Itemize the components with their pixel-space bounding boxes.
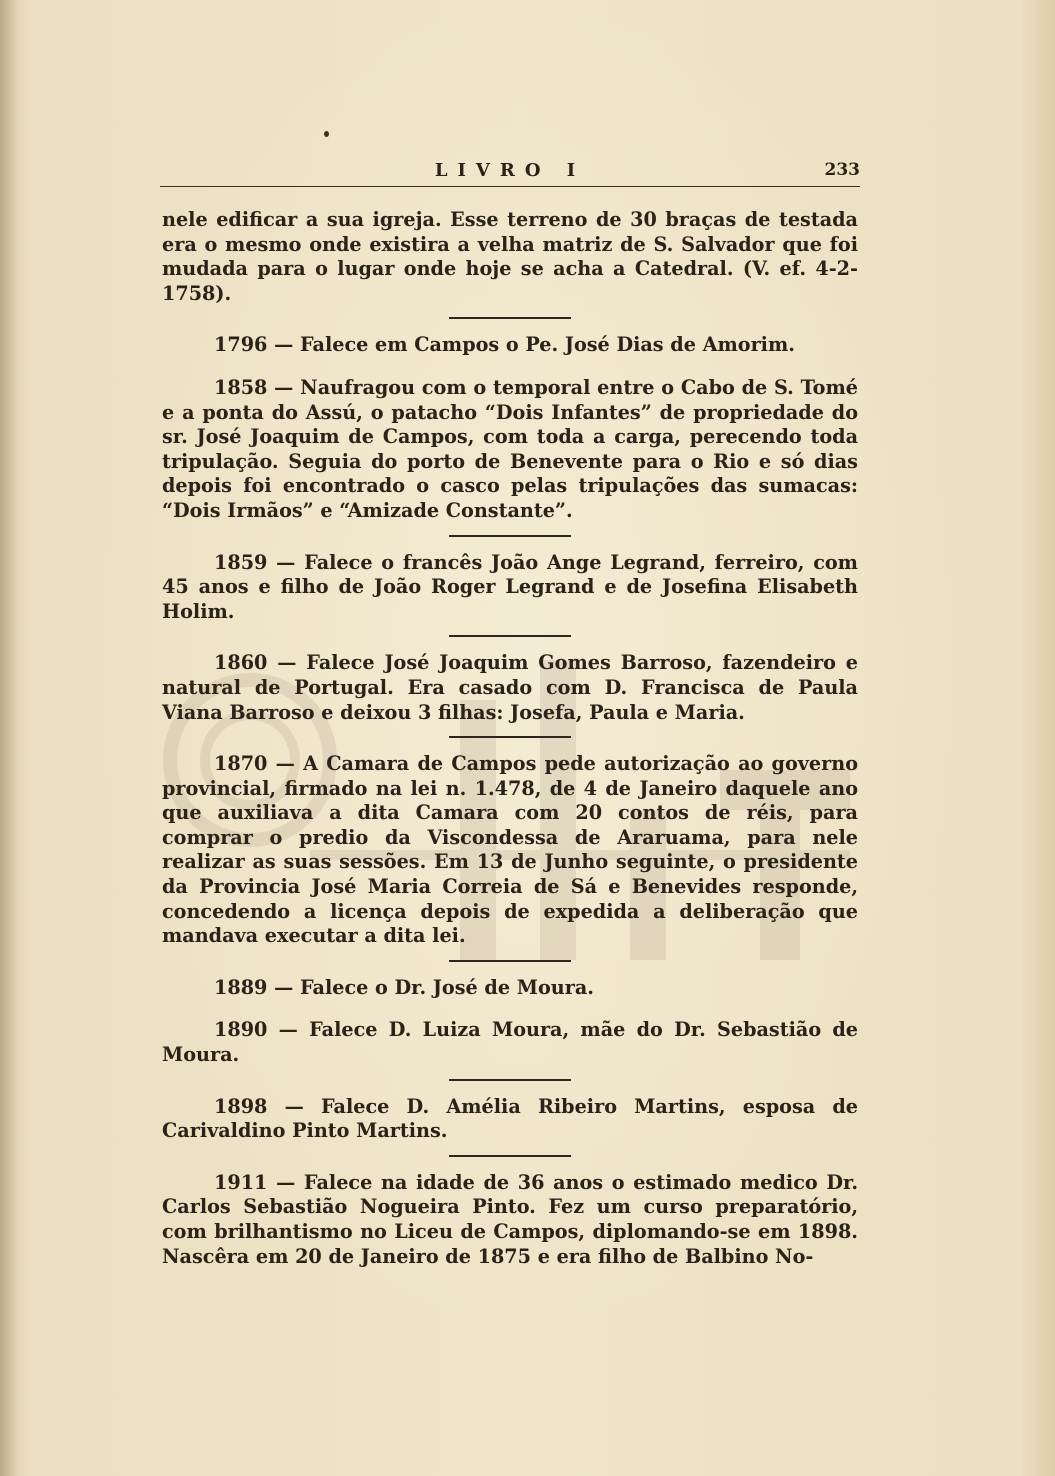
entry-1911: 1911 — Falece na idade de 36 anos o estimado medico Dr. Carlos Sebastião Nogueira Pinto. Fez um curso preparatório, com brilhantismo no Liceu de Campos, diplomando-se em 1898. Nascêra em 20 de Janeiro de 1875 e era filho de Balbino No- — [162, 1170, 858, 1268]
entry-divider — [449, 736, 571, 738]
entry-1889: 1889 — Falece o Dr. José de Moura. — [214, 975, 594, 999]
entry-divider — [449, 1079, 571, 1081]
entry-divider — [449, 635, 571, 637]
entry-1890: 1890 — Falece D. Luiza Moura, mãe do Dr. Sebastião de Moura. — [162, 1018, 858, 1067]
running-header — [160, 158, 860, 187]
chapter-title: LIVRO I — [434, 160, 586, 181]
entry-1860: 1860 — Falece José Joaquim Gomes Barroso, fazendeiro e natural de Portugal. Era casado com D. Francisca de Paula Viana Barroso e deixou 3 filhas: Josefa, Paula e Maria. — [162, 651, 858, 724]
entry-1858: 1858 — Naufragou com o temporal entre o Cabo de S. Tomé e a ponta do Assú, o patacho “Dois Infantes” de propriedade do sr. José Joaquim de Campos, com toda a carga, perecendo toda tripulação. Seguia do porto de Benevente para o Rio e só dias depois foi encontrado o casco pelas tripulações das sumacas: “Dois Irmãos” e “Amizade Constante”. — [162, 375, 858, 522]
entry-divider — [449, 317, 571, 319]
entry-spacer — [162, 1000, 858, 1018]
entry-divider — [449, 1155, 571, 1157]
page-edge-shadow — [0, 0, 18, 1476]
entry-1898: 1898 — Falece D. Amélia Ribeiro Martins, esposa de Carivaldino Pinto Martins. — [162, 1094, 858, 1143]
page-body — [162, 208, 858, 1269]
entry-divider — [449, 960, 571, 962]
entry-1870: 1870 — A Camara de Campos pede autorização ao governo provincial, firmado na lei n. 1.478, de 4 de Janeiro daquele ano que auxiliava a dita Camara com 20 contos de réis, para comprar o predio da Viscondessa de Araruama, para nele realizar as suas sessões. Em 13 de Junho seguinte, o presidente da Provincia José Maria Correia de Sá e Benevides responde, concedendo a licença depois de expedida a deliberação que mandava executar a dita lei. — [162, 752, 858, 948]
entry-1796: 1796 — Falece em Campos o Pe. José Dias de Amorim. — [214, 333, 795, 357]
ink-speck — [324, 131, 329, 137]
entry-spacer — [162, 358, 858, 376]
entry-divider — [449, 535, 571, 537]
page-number: 233 — [824, 160, 860, 180]
paragraph-continuation: nele edificar a sua igreja. Esse terreno de 30 braças de testada era o mesmo onde existira a velha matriz de S. Salvador que foi mudada para o lugar onde hoje se acha a Catedral. (V. ef. 4-2-1758). — [162, 208, 858, 305]
entry-1859: 1859 — Falece o francês João Ange Legrand, ferreiro, com 45 anos e filho de João Roger Legrand e de Josefina Elisabeth Holim. — [162, 550, 858, 623]
